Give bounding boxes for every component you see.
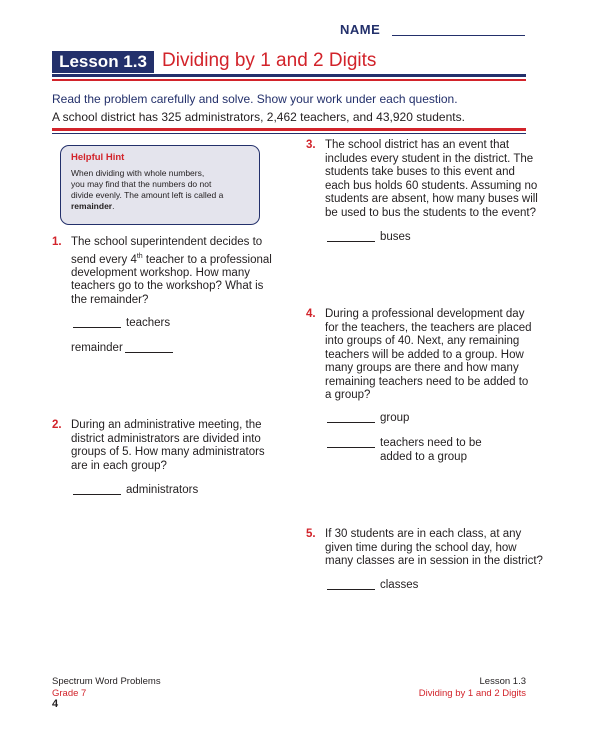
footer-grade: Grade 7 xyxy=(52,687,87,699)
header-rule-red xyxy=(52,79,526,81)
q4-line: into groups of 40. Next, any remaining xyxy=(325,335,520,347)
q5-line: If 30 students are in each class, at any xyxy=(325,528,522,540)
q1-line: teachers go to the workshop? What is xyxy=(71,280,264,293)
q2-line: are in each group? xyxy=(71,459,167,472)
q4-text xyxy=(325,308,531,403)
q3-number: 3. xyxy=(306,139,316,151)
hint-bold-suffix: . xyxy=(112,201,115,211)
lesson-badge: Lesson 1.3 xyxy=(52,51,154,73)
q2-line: district administrators are divided into xyxy=(71,432,261,445)
q4-answer-label-added: added to a group xyxy=(380,451,467,463)
q3-line: includes every student in the district. The xyxy=(325,152,534,165)
footer-right xyxy=(419,676,526,699)
q4-answer-label-group: group xyxy=(380,412,410,424)
problem-context: A school district has 325 administrators, 2,462 teachers, and 43,920 students. xyxy=(52,110,465,124)
name-field-line xyxy=(392,35,525,36)
page-number: 4 xyxy=(52,698,59,710)
instructions: Read the problem carefully and solve. Show your work under each question. xyxy=(52,92,458,106)
q4-line: for the teachers, the teachers are placed xyxy=(325,321,532,334)
q2-answer-blank[interactable] xyxy=(73,494,121,495)
q3-text xyxy=(325,139,538,220)
q1-answer-blank-remainder[interactable] xyxy=(125,352,173,353)
context-rule-navy xyxy=(52,133,526,134)
q1-number: 1. xyxy=(52,236,62,248)
hint-line: divide evenly. The amount left is called a xyxy=(71,190,224,200)
q5-answer-blank[interactable] xyxy=(327,589,375,590)
q3-line: be used to bus the students to the event? xyxy=(325,206,536,219)
context-rule-red xyxy=(52,128,526,131)
q2-line: groups of 5. How many administrators xyxy=(71,446,265,458)
q1-answer-label-remainder: remainder xyxy=(71,342,123,354)
q3-line: each bus holds 60 students. Assuming no xyxy=(325,179,538,192)
q5-answer-label: classes xyxy=(380,579,419,591)
hint-line: When dividing with whole numbers, xyxy=(71,168,205,178)
q4-line: a group? xyxy=(325,389,371,401)
q1-answer-blank-teachers[interactable] xyxy=(73,327,121,328)
q5-line: given time during the school day, how xyxy=(325,541,517,554)
hint-line: you may find that the numbers do not xyxy=(71,179,212,189)
q4-answer-label-teachers: teachers need to be xyxy=(380,437,482,449)
hint-title: Helpful Hint xyxy=(71,152,125,163)
hint-body xyxy=(71,168,249,212)
footer-lesson: Lesson 1.3 xyxy=(479,676,526,687)
q4-line: teachers will be added to a group. How xyxy=(325,348,524,361)
q1-line: development workshop. How many xyxy=(71,266,250,279)
q1-line: send every 4th teacher to a professional xyxy=(71,252,272,266)
q4-line: many groups are there and how many xyxy=(325,362,519,374)
q1-line: The school superintendent decides to xyxy=(71,236,263,248)
q3-answer-blank[interactable] xyxy=(327,241,375,242)
lesson-title: Dividing by 1 and 2 Digits xyxy=(162,50,377,71)
q2-answer-label: administrators xyxy=(126,484,199,496)
q5-text xyxy=(325,528,543,569)
q2-line: During an administrative meeting, the xyxy=(71,419,262,431)
q4-line: During a professional development day xyxy=(325,308,525,320)
footer-left xyxy=(52,676,161,699)
q1-text xyxy=(71,236,272,307)
hint-bold-word: remainder xyxy=(71,201,113,211)
name-label: NAME xyxy=(340,22,381,37)
ordinal-suffix: th xyxy=(136,252,143,260)
q3-line: students are absent, how many buses will xyxy=(325,193,538,205)
q3-line: The school district has an event that xyxy=(325,139,510,151)
q4-number: 4. xyxy=(306,308,316,320)
q4-answer-blank-teachers[interactable] xyxy=(327,447,375,448)
q2-text xyxy=(71,419,265,473)
q4-answer-blank-group[interactable] xyxy=(327,422,375,423)
q5-line: many classes are in session in the district? xyxy=(325,555,543,567)
q2-number: 2. xyxy=(52,419,62,431)
q5-number: 5. xyxy=(306,528,316,540)
q1-answer-label-teachers: teachers xyxy=(126,317,171,329)
helpful-hint-box xyxy=(60,145,260,225)
footer-book-title: Spectrum Word Problems xyxy=(52,676,161,687)
q3-line: students take buses to this event and xyxy=(325,166,515,178)
footer-lesson-title: Dividing by 1 and 2 Digits xyxy=(418,687,526,699)
q3-answer-label: buses xyxy=(380,231,411,243)
header-rule-navy xyxy=(52,74,526,77)
q4-line: remaining teachers need to be added to xyxy=(325,375,529,388)
q1-line: the remainder? xyxy=(71,293,149,306)
